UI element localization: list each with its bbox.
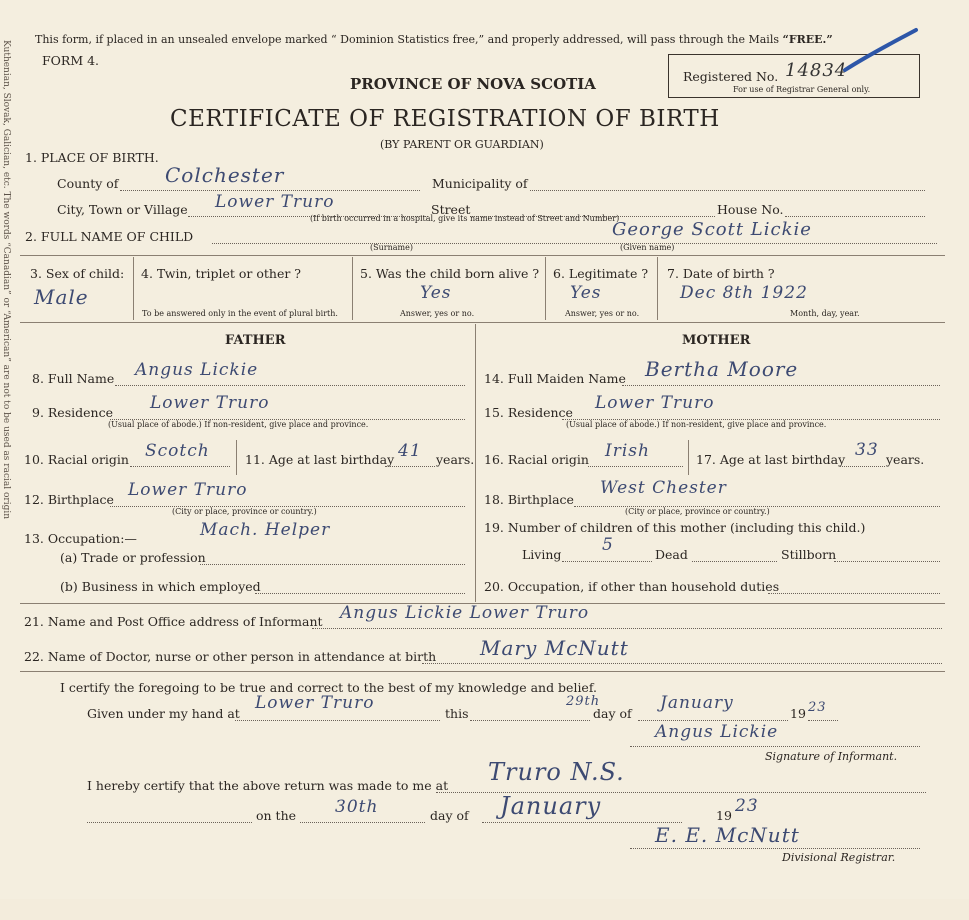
child-name-value: George Scott Lickie — [612, 219, 812, 240]
registrar-signature-label: Divisional Registrar. — [782, 851, 896, 864]
father-occupation-value: Mach. Helper — [200, 520, 331, 540]
living-label: Living — [522, 547, 562, 562]
registrar-month-value: January — [500, 792, 602, 820]
form-number: FORM 4. — [42, 53, 100, 68]
blue-check-mark — [840, 26, 920, 76]
father-age-label: 11. Age at last birthday — [245, 452, 395, 467]
house-label: House No. — [717, 202, 784, 217]
registrar-signature: E. E. McNutt — [655, 823, 800, 847]
legitimate-value: Yes — [570, 283, 602, 303]
registrar-year-prefix: 19 — [716, 808, 732, 823]
informant-label: 21. Name and Post Office address of Informant — [24, 614, 323, 629]
father-occupation-label: 13. Occupation:— — [24, 531, 137, 546]
registered-number: 14834 — [785, 60, 848, 81]
alive-label: 5. Was the child born alive ? — [360, 266, 540, 281]
sex-label: 3. Sex of child: — [30, 266, 125, 281]
legitimate-note: Answer, yes or no. — [565, 309, 640, 318]
mother-city-note: (City or place, province or country.) — [625, 507, 770, 516]
father-years: years. — [436, 452, 475, 467]
mail-notice-text: This form, if placed in an unsealed envelope marked “ Dominion Statistics free,” and properly addressed, will pass through the Mails — [35, 33, 779, 46]
father-abode-note: (Usual place of abode.) If non-resident, give place and province. — [108, 420, 369, 429]
certify-day-of-label: day of — [593, 706, 632, 721]
mother-residence-value: Lower Truro — [595, 393, 715, 413]
page-subtitle: (BY PARENT OR GUARDIAN) — [380, 138, 544, 151]
on-the-label: on the — [256, 808, 297, 823]
father-residence-value: Lower Truro — [150, 393, 270, 413]
mother-racial-value: Irish — [605, 441, 650, 461]
father-residence-label: 9. Residence — [32, 405, 113, 420]
certify-statement: I certify the foregoing to be true and correct to the best of my knowledge and belief. — [60, 680, 597, 695]
mother-age-value: 33 — [855, 440, 879, 460]
given-place-value: Lower Truro — [255, 693, 375, 713]
mother-residence-label: 15. Residence — [484, 405, 573, 420]
mother-name-value: Bertha Moore — [645, 357, 799, 381]
city-label: City, Town or Village — [57, 202, 188, 217]
mother-heading: MOTHER — [682, 333, 751, 348]
father-racial-label: 10. Racial origin — [24, 452, 129, 467]
doctor-label: 22. Name of Doctor, nurse or other person in attendance at birth — [24, 649, 437, 664]
sex-value: Male — [34, 285, 89, 309]
province-heading: PROVINCE OF NOVA SCOTIA — [350, 75, 596, 93]
page-title: CERTIFICATE OF REGISTRATION OF BIRTH — [170, 106, 720, 132]
trade-label: (a) Trade or profession — [60, 550, 206, 565]
doctor-value: Mary McNutt — [480, 636, 629, 660]
father-racial-value: Scotch — [145, 441, 210, 461]
mother-name-label: 14. Full Maiden Name — [484, 371, 626, 386]
mother-abode-note: (Usual place of abode.) If non-resident, give place and province. — [566, 420, 827, 429]
informant-signature: Angus Lickie — [655, 722, 779, 742]
mother-racial-label: 16. Racial origin — [484, 452, 589, 467]
legitimate-label: 6. Legitimate ? — [553, 266, 649, 281]
twin-label: 4. Twin, triplet or other ? — [141, 266, 301, 281]
given-label: Given under my hand at — [87, 706, 240, 721]
mother-years: years. — [886, 452, 925, 467]
living-value: 5 — [602, 535, 614, 555]
child-name-label: 2. FULL NAME OF CHILD — [25, 229, 194, 244]
surname-note: (Surname) — [370, 243, 413, 252]
this-label: this — [445, 706, 469, 721]
children-label: 19. Number of children of this mother (including this child.) — [484, 520, 866, 535]
registrar-year-value: 23 — [735, 796, 759, 816]
stillborn-label: Stillborn — [781, 547, 837, 562]
registered-label: Registered No. — [683, 69, 779, 84]
father-name-value: Angus Lickie — [135, 360, 259, 380]
county-label: County of — [57, 176, 119, 191]
certify-year-prefix: 19 — [790, 706, 806, 721]
business-label: (b) Business in which employed — [60, 579, 261, 594]
certify-month-value: January — [660, 693, 734, 713]
mail-notice-free: “FREE.” — [782, 33, 833, 46]
registrar-day-of-label: day of — [430, 808, 469, 823]
county-value: Colchester — [165, 163, 285, 187]
informant-signature-label: Signature of Informant. — [765, 750, 898, 763]
alive-note: Answer, yes or no. — [400, 309, 475, 318]
registrar-statement: I hereby certify that the above return was made to me at — [87, 778, 449, 793]
dob-value: Dec 8th 1922 — [680, 283, 808, 303]
mother-age-label: 17. Age at last birthday — [696, 452, 846, 467]
informant-value: Angus Lickie Lower Truro — [340, 603, 590, 623]
father-age-value: 41 — [398, 441, 422, 461]
given-name-note: (Given name) — [620, 243, 675, 252]
certify-day-value: 29th — [566, 694, 601, 709]
registrar-use-note: For use of Registrar General only. — [733, 85, 871, 94]
place-of-birth-heading: 1. PLACE OF BIRTH. — [25, 150, 159, 165]
dob-label: 7. Date of birth ? — [667, 266, 775, 281]
mail-notice — [35, 33, 833, 46]
mother-occupation-label: 20. Occupation, if other than household duties — [484, 579, 780, 594]
father-name-label: 8. Full Name — [32, 371, 115, 386]
alive-value: Yes — [420, 283, 452, 303]
street-label: Street — [431, 202, 471, 217]
mother-birthplace-value: West Chester — [600, 478, 727, 498]
city-value: Lower Truro — [215, 192, 335, 212]
father-birthplace-label: 12. Birthplace — [24, 492, 114, 507]
hospital-note: (If birth occurred in a hospital, give its name instead of Street and Number) — [310, 214, 620, 223]
father-birthplace-value: Lower Truro — [128, 480, 248, 500]
father-heading: FATHER — [225, 333, 286, 348]
side-margin-text: Kuthenian, Slovak, Galician, etc. The words “Canadian” or “American” are not to be used as racial origin — [1, 40, 11, 520]
certify-year-value: 23 — [808, 700, 827, 715]
registrar-day-value: 30th — [335, 797, 379, 817]
father-city-note: (City or place, province or country.) — [172, 507, 317, 516]
dob-note: Month, day, year. — [790, 309, 860, 318]
mother-birthplace-label: 18. Birthplace — [484, 492, 574, 507]
dead-label: Dead — [655, 547, 688, 562]
municipality-label: Municipality of — [432, 176, 528, 191]
twin-note: To be answered only in the event of plural birth. — [142, 309, 338, 318]
registrar-place-value: Truro N.S. — [488, 758, 625, 786]
